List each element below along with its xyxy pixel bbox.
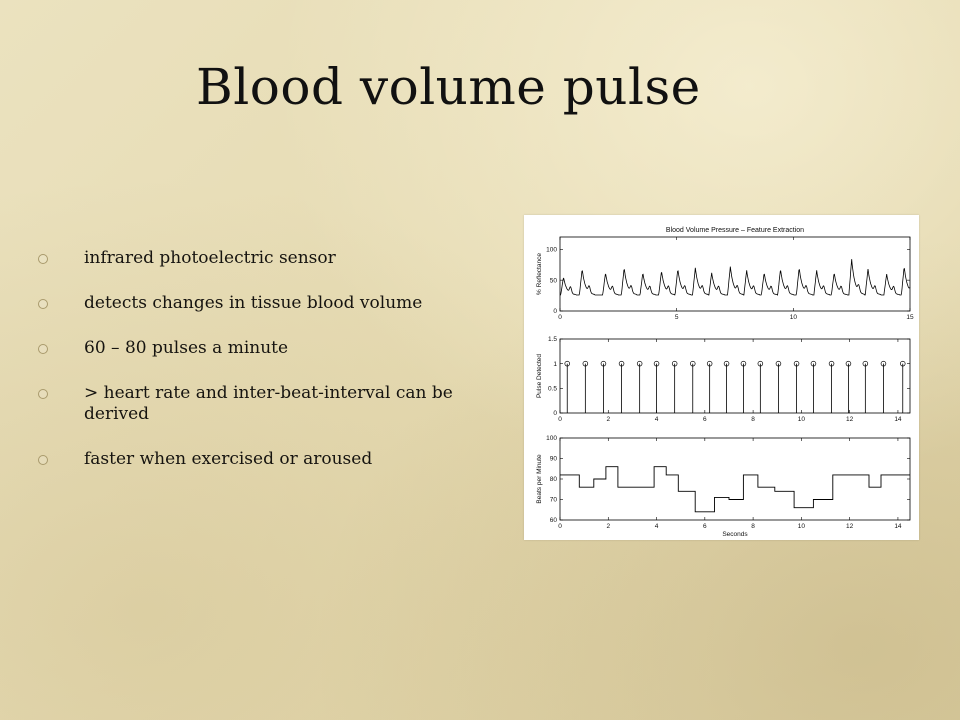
y-tick-label: 80 [549, 476, 557, 484]
slide-title: Blood volume pulse [196, 58, 701, 116]
x-tick-label: 12 [846, 416, 854, 423]
x-tick-label: 10 [797, 523, 805, 530]
x-tick-label: 14 [894, 523, 902, 530]
x-tick-label: 2 [606, 416, 611, 423]
x-tick-label: 6 [703, 523, 707, 530]
bullet-text: infrared photoelectric sensor [84, 248, 336, 268]
x-tick-label: 0 [558, 523, 562, 530]
x-tick-label: 6 [703, 416, 707, 423]
bullet-text: faster when exercised or aroused [84, 449, 373, 469]
x-tick-label: 15 [906, 314, 914, 321]
y-tick-label: 90 [549, 455, 557, 463]
x-tick-label: 5 [674, 314, 679, 321]
x-tick-label: 0 [558, 416, 562, 423]
plot-frame [560, 339, 910, 413]
bullet-item [38, 248, 488, 269]
x-tick-label: 8 [751, 416, 755, 423]
x-tick-label: 12 [846, 523, 854, 530]
bvp-chart-svg [524, 215, 919, 540]
y-tick-label: 70 [549, 496, 557, 504]
bullet-item [38, 338, 488, 359]
bullet-circle-icon [38, 389, 48, 399]
bullet-item [38, 449, 488, 470]
y-tick-label: 60 [549, 517, 557, 525]
bullet-item [38, 383, 488, 425]
x-tick-label: 10 [797, 416, 805, 423]
heart-rate-line [560, 467, 910, 512]
y-tick-label: 0 [553, 308, 557, 316]
plot-frame [560, 237, 910, 311]
y-tick-label: 0.5 [547, 385, 557, 393]
bvp-waveform-line [560, 259, 910, 295]
bullet-list [38, 248, 488, 494]
bullet-circle-icon [38, 254, 48, 264]
bvp-figure [524, 215, 919, 540]
x-tick-label: 8 [751, 523, 755, 530]
bullet-circle-icon [38, 299, 48, 309]
bullet-circle-icon [38, 455, 48, 465]
y-axis-label: % Reflectance [536, 253, 543, 295]
x-tick-label: 10 [789, 314, 797, 321]
x-tick-label: 4 [654, 416, 659, 423]
y-tick-label: 100 [546, 435, 557, 443]
y-axis-label: Pulse Detected [536, 353, 543, 399]
bullet-circle-icon [38, 344, 48, 354]
bullet-text: 60 – 80 pulses a minute [84, 338, 289, 358]
y-axis-label: Beats per Minute [536, 454, 543, 504]
x-tick-label: 2 [606, 523, 611, 530]
bullet-text: > heart rate and inter-beat-interval can be derived [84, 383, 453, 424]
x-tick-label: 4 [654, 523, 659, 530]
y-tick-label: 100 [546, 246, 557, 254]
x-tick-label: 14 [894, 416, 902, 423]
y-tick-label: 1 [553, 360, 557, 368]
y-tick-label: 1.5 [547, 336, 557, 344]
bullet-item [38, 293, 488, 314]
bullet-text: detects changes in tissue blood volume [84, 293, 423, 313]
x-axis-label: Seconds [722, 531, 748, 538]
y-tick-label: 50 [549, 277, 557, 285]
x-tick-label: 0 [558, 314, 562, 321]
chart-title: Blood Volume Pressure – Feature Extraction [665, 227, 805, 234]
plot-frame [560, 438, 910, 520]
y-tick-label: 0 [553, 410, 557, 418]
